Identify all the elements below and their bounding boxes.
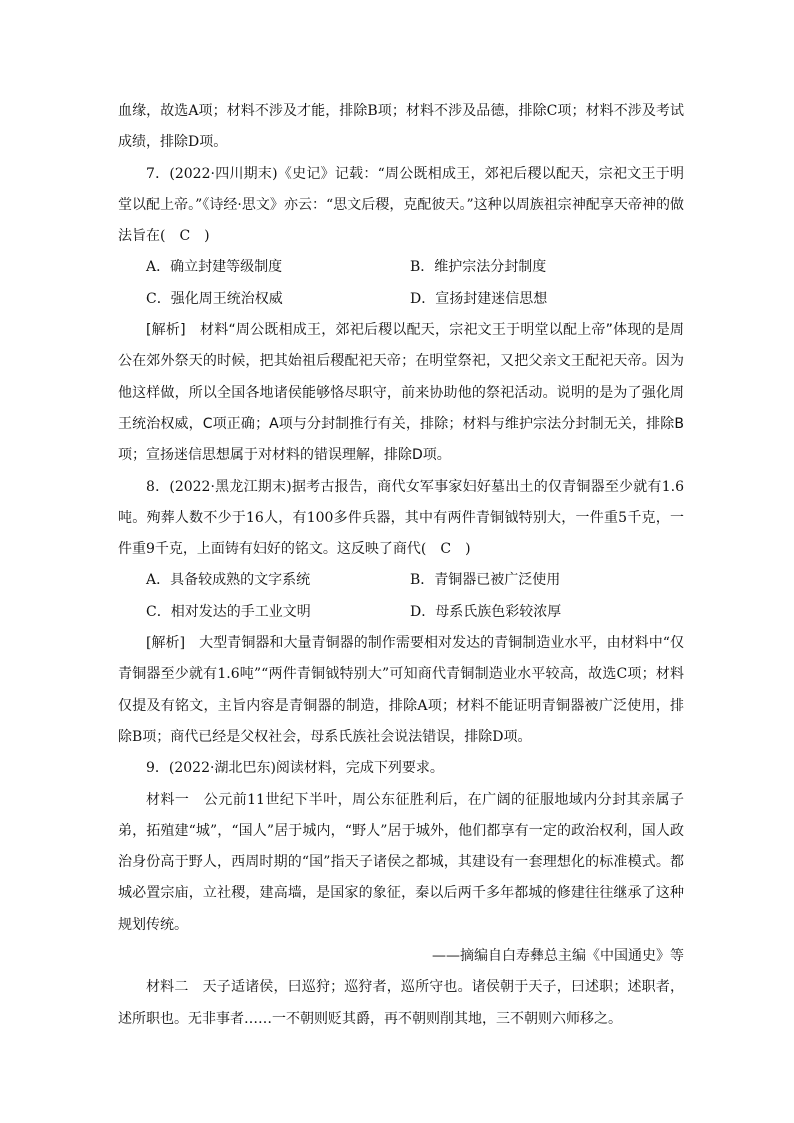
question-8-options [118,565,684,628]
question-8-option-c: C．相对发达的手工业文明 [146,603,311,620]
question-8-analysis: [解析] 大型青铜器和大量青铜器的制作需要相对发达的青铜制造业水平，由材料中“仅青铜器至少就有1.6吨”“两件青铜钺特别大”可知商代青铜制造业水平较高，故选C项；材料仅提及有铭文，主旨内容是青铜器的制造，排除A项；材料不能证明青铜器被广泛使用，排除B项；商代已经是父权社会，母系氏族社会说法错误，排除D项。 [118,635,684,745]
question-8-stem: 8．(2022·黑龙江期末)据考古报告，商代女军事家妇好墓出土的仅青铜器至少就有1.6吨。殉葬人数不少于16人，有100多件兵器，其中有两件青铜钺特别大，一件重5千克，一件重9千克，上面铸有妇好的铭文。这反映了商代( C ) [118,478,684,558]
question-7-stem: 7．(2022·四川期末)《史记》记载：“周公既相成王，郊祀后稷以配天，宗祀文王于明堂以配上帝。”《诗经·思文》亦云：“思文后稷，克配彼天。”这种以周族祖宗神配享天帝神的做法旨在( C ) [118,165,684,245]
question-9-source-1: ——摘编自白寿彝总主编《中国通史》等 [432,948,684,965]
question-7-analysis: [解析] 材料“周公既相成王，郊祀后稷以配天，宗祀文王于明堂以配上帝”体现的是周公在郊外祭天的时候，把其始祖后稷配祀天帝；在明堂祭祀，又把父亲文王配祀天帝。因为他这样做，所以全国各地诸侯能够恪尽职守，前来协助他的祭祀活动。说明的是为了强化周王统治权威，C项正确；A项与分封制推行有关，排除；材料与维护宗法分封制无关，排除B项；宣扬迷信思想属于对材料的错误理解，排除D项。 [118,322,684,464]
question-9-material-2: 材料二 天子适诸侯，曰巡狩；巡狩者，巡所守也。诸侯朝于天子，曰述职；述职者，述所职也。无非事者……一不朝则贬其爵，再不朝则削其地，三不朝则六师移之。 [118,979,684,1027]
question-7-option-d: D．宣扬封建迷信思想 [410,290,548,307]
document-page [118,96,684,1035]
question-9-stem: 9．(2022·湖北巴东)阅读材料，完成下列要求。 [146,760,444,777]
question-8-option-d: D．母系氏族色彩较浓厚 [410,603,562,620]
previous-analysis-tail: 血缘，故选A项；材料不涉及才能，排除B项；材料不涉及品德，排除C项；材料不涉及考试成绩，排除D项。 [118,103,684,151]
question-7-option-b: B．维护宗法分封制度 [410,259,547,276]
question-8-option-a: A．具备较成熟的文字系统 [146,572,311,589]
question-7-option-a: A．确立封建等级制度 [146,259,283,276]
question-9-material-1: 材料一 公元前11世纪下半叶，周公东征胜利后，在广阔的征服地域内分封其亲属子弟，拓殖建“城”，“国人”居于城内，“野人”居于城外，他们都享有一定的政治权利，国人政治身份高于野人，西周时期的“国”指天子诸侯之都城，其建设有一套理想化的标准模式。都城必置宗庙，立社稷，建高墙，是国家的象征，秦以后两千多年都城的修建往往继承了这种规划传统。 [118,791,684,933]
question-8-option-b: B．青铜器已被广泛使用 [410,572,561,589]
question-7-option-c: C．强化周王统治权威 [146,290,283,307]
question-7-options [118,252,684,315]
